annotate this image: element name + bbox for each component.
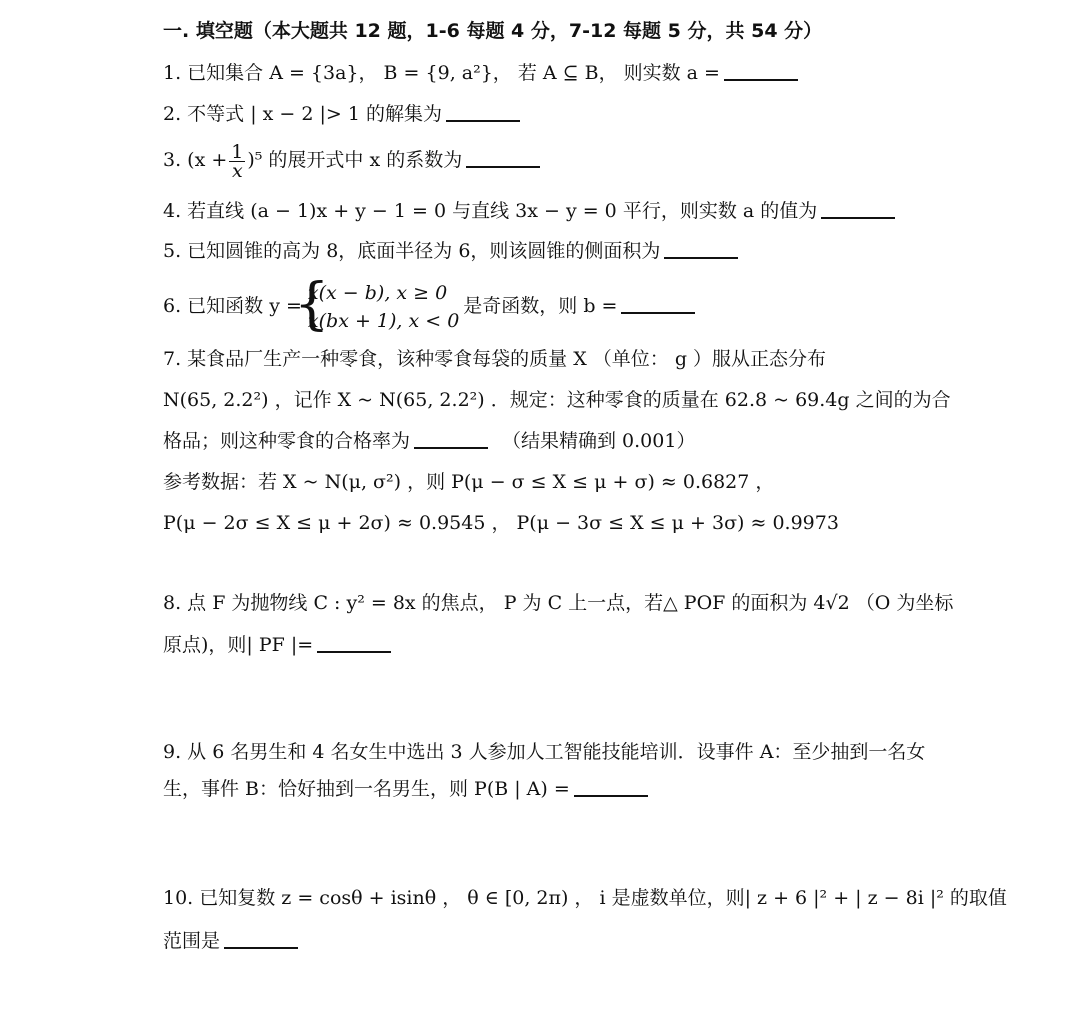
question-10-line-1: 10. 已知复数 z = cosθ + isinθ ， θ ∈ [0, 2π) ， i 是虚数单位，则| z + 6 |² + | z − 8i |² 的取值 — [163, 887, 1007, 909]
fraction-denominator: x — [231, 159, 243, 182]
piecewise-function — [293, 272, 460, 337]
question-8-line-2 — [163, 632, 391, 658]
answer-blank-4 — [821, 199, 895, 219]
question-9-line-1: 9. 从 6 名男生和 4 名女生中选出 3 人参加人工智能技能培训．设事件 A：至少抽到一名女 — [163, 741, 926, 763]
piecewise-case-2: x(bx + 1), x < 0 — [307, 310, 460, 332]
question-4-text: 4. 若直线 (a − 1)x + y − 1 = 0 与直线 3x − y = 0 平行，则实数 a 的值为 — [163, 200, 818, 222]
section-heading: 一. 填空题（本大题共 12 题，1-6 每题 4 分，7-12 每题 5 分，共 54 分） — [163, 20, 823, 42]
answer-blank-7 — [414, 429, 488, 449]
question-5-text: 5. 已知圆锥的高为 8，底面半径为 6，则该圆锥的侧面积为 — [163, 240, 661, 262]
reference-data-line-2: P(μ − 2σ ≤ X ≤ μ + 2σ) ≈ 0.9545 ， P(μ − 3σ ≤ X ≤ μ + 3σ) ≈ 0.9973 — [163, 512, 839, 534]
answer-blank-5 — [664, 239, 738, 259]
question-8-line-1: 8. 点 F 为抛物线 C : y² = 8x 的焦点， P 为 C 上一点，若△ POF 的面积为 4√2 （O 为坐标 — [163, 592, 954, 614]
brace-icon: { — [293, 272, 330, 337]
answer-blank-1 — [724, 61, 798, 81]
answer-blank-2 — [446, 102, 520, 122]
question-10-line-2 — [163, 928, 298, 954]
question-7-line-2: N(65, 2.2²) ，记作 X ~ N(65, 2.2²) ．规定：这种零食的质量在 62.8 ~ 69.4g 之间的为合 — [163, 389, 951, 411]
question-5 — [163, 238, 738, 264]
question-1-text: 1. 已知集合 A = {3a}， B = {9, a²}， 若 A ⊆ B， 则实数 a = — [163, 62, 720, 84]
question-7-line-3-b: （结果精确到 0.001） — [502, 430, 696, 452]
question-8-line-2-text: 原点)，则| PF |= — [163, 634, 314, 656]
fraction-1-over-x — [229, 140, 245, 182]
question-3-suffix: )⁵ 的展开式中 x 的系数为 — [247, 149, 463, 171]
answer-blank-8 — [317, 633, 391, 653]
question-3 — [163, 140, 540, 180]
question-2-text: 2. 不等式 | x − 2 |> 1 的解集为 — [163, 103, 442, 125]
question-9-line-2-text: 生，事件 B：恰好抽到一名男生，则 P(B | A) = — [163, 778, 570, 800]
fraction-numerator: 1 — [231, 140, 244, 163]
reference-data-line-1: 参考数据：若 X ~ N(μ, σ²) ，则 P(μ − σ ≤ X ≤ μ + σ) ≈ 0.6827 ， — [163, 471, 775, 493]
answer-blank-3 — [466, 148, 540, 168]
question-10-line-2-text: 范围是 — [163, 930, 221, 952]
answer-blank-10 — [224, 929, 298, 949]
answer-blank-9 — [574, 777, 648, 797]
question-4 — [163, 198, 895, 224]
question-7-line-3 — [163, 428, 695, 454]
question-6 — [163, 272, 695, 337]
question-6-prefix: 6. 已知函数 y = — [163, 295, 302, 317]
question-9-line-2 — [163, 776, 648, 802]
question-7-line-3-a: 格品；则这种零食的合格率为 — [163, 430, 411, 452]
question-3-prefix: 3. (x + — [163, 149, 228, 171]
question-2 — [163, 101, 520, 127]
question-1 — [163, 60, 798, 86]
answer-blank-6 — [621, 294, 695, 314]
piecewise-case-1: x(x − b), x ≥ 0 — [307, 282, 448, 304]
question-6-suffix: 是奇函数，则 b = — [463, 295, 618, 317]
question-7-line-1: 7. 某食品厂生产一种零食，该种零食每袋的质量 X （单位： g ）服从正态分布 — [163, 348, 827, 370]
